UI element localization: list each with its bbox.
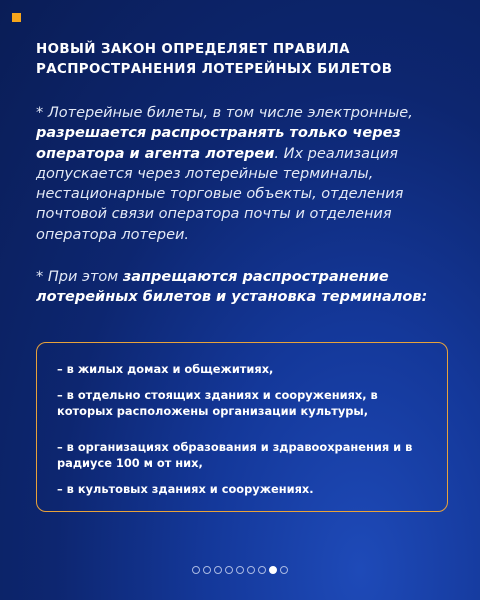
pagination-dot[interactable]	[214, 566, 222, 574]
paragraph-prohibitions	[36, 267, 466, 308]
paragraph1-text-start: * Лотерейные билеты, в том числе электронные,	[36, 105, 413, 121]
title-line-1: НОВЫЙ ЗАКОН ОПРЕДЕЛЯЕТ ПРАВИЛА	[36, 42, 350, 57]
restriction-item: – в отдельно стоящих зданиях и сооружениях, в которых расположены организации культуры,	[57, 388, 378, 418]
pagination-dot[interactable]	[192, 566, 200, 574]
pagination-dot[interactable]	[280, 566, 288, 574]
pagination-dot[interactable]	[203, 566, 211, 574]
pagination-dot[interactable]	[236, 566, 244, 574]
restrictions-box	[36, 342, 448, 512]
restriction-item: – в жилых домах и общежитиях,	[57, 362, 274, 376]
pagination-dot[interactable]	[247, 566, 255, 574]
restriction-item: – в организациях образования и здравоохранения и в радиусе 100 м от них,	[57, 440, 413, 470]
pagination-dot[interactable]	[258, 566, 266, 574]
pagination-dot[interactable]	[225, 566, 233, 574]
restriction-item: – в культовых зданиях и сооружениях.	[57, 482, 314, 496]
pagination-dots	[192, 566, 288, 576]
paragraph1-bold: разрешается распространять только через оператора и агента лотереи	[36, 125, 401, 162]
paragraph1-text-end: . Их реализация допускается через лотерейные терминалы, нестационарные торговые объекты, отделения почтовой связи оператора почты и отделения оператора лотереи.	[36, 145, 404, 243]
corner-accent-square	[12, 13, 21, 22]
pagination-dot[interactable]	[269, 566, 277, 574]
paragraph2-text-start: * При этом	[36, 269, 123, 285]
paragraph-distribution-rules	[36, 103, 466, 245]
paragraph2-bold: запрещаются распространение лотерейных билетов и установка терминалов:	[36, 269, 428, 306]
title-line-2: РАСПРОСТРАНЕНИЯ ЛОТЕРЕЙНЫХ БИЛЕТОВ	[36, 62, 393, 77]
page-title	[36, 40, 456, 80]
